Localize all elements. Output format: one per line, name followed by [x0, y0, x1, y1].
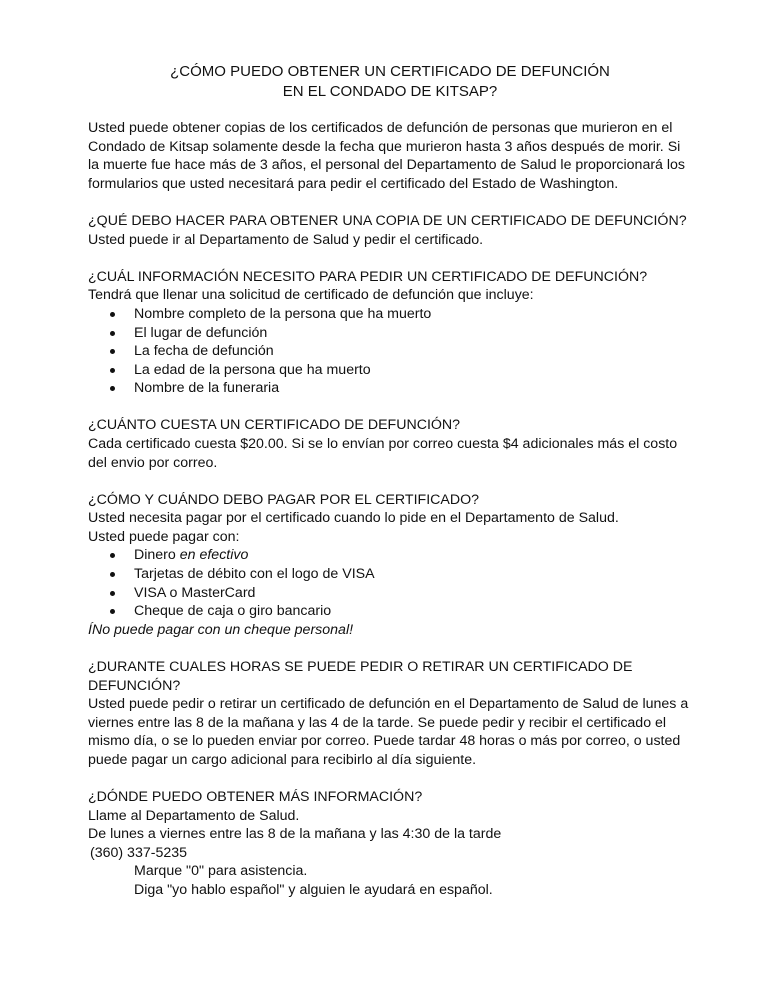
info-needed-list: [88, 305, 692, 398]
phone-number: (360) 337-5235: [90, 844, 188, 861]
bullet-icon: [110, 553, 115, 558]
info-needed-section: [88, 268, 692, 398]
how-to-section: [88, 212, 692, 249]
hours-question: ¿DURANTE CUALES HORAS SE PUEDE PEDIR O RETIRAR UN CERTIFICADO DE DEFUNCIÓN?: [88, 658, 633, 694]
intro-paragraph: Usted puede obtener copias de los certificados de defunción de personas que murieron en el Condado de Kitsap solamente desde la fecha que murieron hasta 3 años después de morir. Si la muerte fue hace más de 3 años, el personal del Departamento de Salud le proporcionará los formularios que usted necesitará para pedir el certificado del Estado de Washington.: [88, 120, 686, 192]
bullet-icon: [110, 572, 115, 577]
bullet-icon: [110, 312, 115, 317]
cost-question: ¿CUÁNTO CUESTA UN CERTIFICADO DE DEFUNCIÓN?: [88, 417, 461, 434]
more-info-section: [88, 788, 692, 900]
payment-answer: Usted necesita pagar por el certificado cuando lo pide en el Departamento de Salud.: [88, 510, 619, 527]
bullet-icon: [110, 331, 115, 336]
document-page: [88, 62, 692, 918]
intro-section: [88, 119, 692, 193]
list-item: La fecha de defunción: [109, 342, 692, 361]
payment-question: ¿CÓMO Y CUÁNDO DEBO PAGAR POR EL CERTIFICADO?: [88, 491, 480, 508]
bullet-icon: [110, 591, 115, 596]
title-line-1: ¿CÓMO PUEDO OBTENER UN CERTIFICADO DE DEFUNCIÓN: [170, 63, 610, 80]
bullet-icon: [110, 609, 115, 614]
info-needed-lead: Tendrá que llenar una solicitud de certificado de defunción que incluye:: [88, 287, 534, 304]
how-to-answer: Usted puede ir al Departamento de Salud y pedir el certificado.: [88, 231, 484, 248]
cost-section: [88, 416, 692, 472]
more-info-line-3: Marque "0" para asistencia.: [134, 863, 308, 880]
list-item: La edad de la persona que ha muerto: [109, 361, 692, 380]
bullet-icon: [110, 368, 115, 373]
hours-section: [88, 658, 692, 770]
cost-answer: Cada certificado cuesta $20.00. Si se lo envían por correo cuesta $4 adicionales más el costo del envio por correo.: [88, 436, 678, 471]
more-info-line-2: De lunes a viernes entre las 8 de la mañana y las 4:30 de la tarde: [88, 826, 502, 843]
bullet-icon: [110, 386, 115, 391]
info-needed-question: ¿CUÁL INFORMACIÓN NECESITO PARA PEDIR UN CERTIFICADO DE DEFUNCIÓN?: [88, 268, 648, 285]
payment-section: [88, 491, 692, 640]
more-info-line-4: Diga "yo hablo español" y alguien le ayudará en español.: [134, 881, 493, 898]
hours-answer: Usted puede pedir o retirar un certificado de defunción en el Departamento de Salud de lunes a viernes entre las 8 de la mañana y las 4 de la tarde. Se puede pedir y recibir el certificado el mismo día, o se lo pueden enviar por correo. Puede tardar 48 horas o más por correo, o usted puede pagar un cargo adicional para recibirlo al día siguiente.: [88, 696, 689, 768]
list-item: El lugar de defunción: [109, 324, 692, 343]
payment-warning: ÍNo puede pagar con un cheque personal!: [88, 621, 354, 638]
more-info-line-1: Llame al Departamento de Salud.: [88, 807, 300, 824]
document-title: [88, 62, 692, 101]
how-to-question: ¿QUÉ DEBO HACER PARA OBTENER UNA COPIA DE UN CERTIFICADO DE DEFUNCIÓN?: [88, 213, 687, 230]
more-info-question: ¿DÓNDE PUEDO OBTENER MÁS INFORMACIÓN?: [88, 789, 423, 805]
list-item: VISA o MasterCard: [109, 584, 692, 603]
list-item: Nombre completo de la persona que ha muerto: [109, 305, 692, 324]
list-item: Cheque de caja o giro bancario: [109, 602, 692, 621]
list-item: Dinero en efectivo: [109, 546, 692, 565]
list-item: Tarjetas de débito con el logo de VISA: [109, 565, 692, 584]
list-item: Nombre de la funeraria: [109, 379, 692, 398]
title-line-2: EN EL CONDADO DE KITSAP?: [282, 82, 498, 100]
payment-methods-list: [88, 546, 692, 620]
bullet-icon: [110, 349, 115, 354]
payment-lead: Usted puede pagar con:: [88, 528, 240, 545]
